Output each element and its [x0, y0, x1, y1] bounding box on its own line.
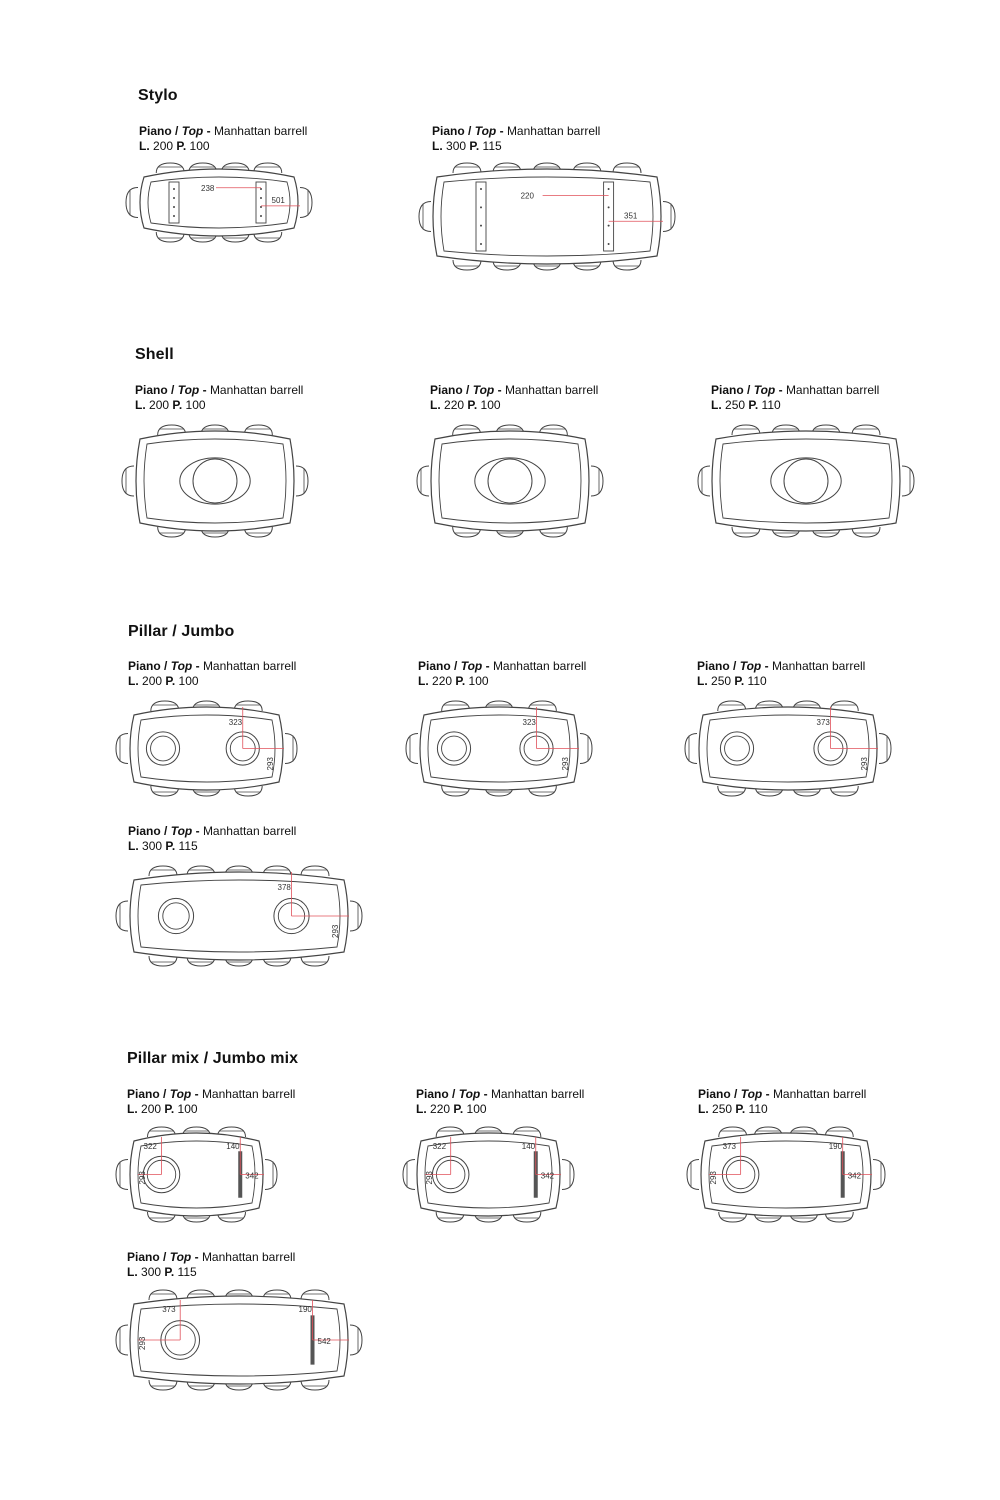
length-label: L. [416, 1102, 427, 1116]
chair-shape [591, 466, 603, 496]
finish-name: Manhattan barrell [202, 659, 297, 673]
chair-shape [116, 1325, 128, 1355]
table-spec-label [430, 383, 598, 413]
length-value: 250 [725, 398, 746, 412]
depth-value: 115 [177, 1265, 197, 1279]
table-layout-item [128, 659, 297, 771]
piano-label: Piano [711, 383, 744, 397]
dimension-label: 322 [143, 1142, 157, 1151]
separator: / [171, 383, 175, 397]
chair-shape [580, 734, 592, 764]
chair-shape [126, 188, 138, 218]
piano-label: Piano [127, 1250, 160, 1264]
table-plan-drawing [407, 154, 687, 279]
depth-label: P. [164, 1265, 175, 1279]
top-label: Top [474, 124, 497, 138]
dimension-label: 342 [245, 1171, 259, 1181]
chair-shape [301, 1380, 329, 1390]
chair-shape [685, 734, 697, 764]
top-label: Top [177, 383, 200, 397]
depth-value: 100 [178, 674, 199, 688]
table-top-outline [136, 431, 294, 531]
chair-shape [149, 1290, 177, 1300]
depth-label: P. [469, 139, 480, 153]
dimension-label: 342 [540, 1171, 555, 1181]
chair-shape [687, 1160, 699, 1190]
piano-label: Piano [127, 1087, 160, 1101]
table-plan-drawing [405, 416, 615, 546]
chair-shape [149, 1380, 177, 1390]
dash: - [206, 124, 211, 138]
chair-shape [301, 956, 329, 966]
length-label: L. [128, 839, 139, 853]
table-plan-drawing [104, 1118, 289, 1231]
depth-label: P. [165, 674, 176, 688]
separator: / [163, 1087, 167, 1101]
dimension-label: 323 [228, 718, 243, 727]
table-spec-label [128, 659, 296, 689]
dash: - [764, 659, 769, 673]
length-label: L. [139, 139, 150, 153]
dash: - [194, 1250, 199, 1264]
depth-value: 100 [466, 1102, 487, 1116]
table-plan-drawing [686, 416, 926, 546]
chair-shape [698, 466, 710, 496]
dash: - [485, 659, 490, 673]
table-spec-label [697, 659, 865, 689]
chair-shape [350, 901, 362, 931]
length-label: L. [698, 1102, 709, 1116]
chair-shape [873, 1160, 885, 1190]
length-label: L. [127, 1102, 138, 1116]
separator: / [164, 824, 168, 838]
chair-shape [296, 466, 308, 496]
table-plan-drawing [673, 692, 903, 805]
table-plan-drawing [114, 154, 324, 251]
table-layout-item [139, 124, 308, 205]
length-value: 300 [142, 839, 163, 853]
length-label: L. [430, 398, 441, 412]
depth-label: P. [735, 1102, 746, 1116]
piano-label: Piano [139, 124, 172, 138]
finish-name: Manhattan barrell [202, 824, 297, 838]
table-layout-item [698, 1087, 867, 1185]
chair-shape [149, 956, 177, 966]
piano-label: Piano [698, 1087, 731, 1101]
length-label: L. [135, 398, 146, 412]
dimension-label: 322 [432, 1142, 447, 1151]
length-label: L. [711, 398, 722, 412]
dash: - [195, 824, 200, 838]
length-value: 200 [142, 674, 163, 688]
dimension-label: 293 [425, 1171, 434, 1185]
chair-shape [419, 202, 431, 232]
chair-shape [403, 1160, 415, 1190]
finish-name: Manhattan barrell [490, 1087, 585, 1101]
table-layout-item [697, 659, 869, 771]
table-top-outline [712, 431, 900, 531]
table-plan-drawing [391, 1118, 586, 1231]
table-spec-label [127, 1250, 295, 1280]
length-label: L. [418, 674, 429, 688]
chair-shape [902, 466, 914, 496]
length-value: 220 [430, 1102, 451, 1116]
table-spec-label [139, 124, 307, 154]
top-label: Top [739, 659, 762, 673]
table-layout-item [432, 124, 638, 221]
piano-label: Piano [416, 1087, 449, 1101]
length-value: 250 [711, 674, 732, 688]
chair-shape [285, 734, 297, 764]
separator: / [164, 659, 168, 673]
length-value: 220 [444, 398, 465, 412]
finish-name: Manhattan barrell [785, 383, 880, 397]
length-value: 200 [149, 398, 170, 412]
dimension-label: 373 [816, 718, 830, 727]
top-label: Top [170, 659, 193, 673]
table-layout-item [430, 383, 598, 413]
piano-label: Piano [430, 383, 463, 397]
dash: - [778, 383, 783, 397]
finish-name: Manhattan barrell [201, 1087, 296, 1101]
dash: - [202, 383, 207, 397]
piano-label: Piano [432, 124, 465, 138]
top-label: Top [169, 1250, 192, 1264]
depth-label: P. [453, 1102, 464, 1116]
dash: - [497, 383, 502, 397]
dimension-label: 542 [317, 1337, 331, 1346]
depth-value: 100 [185, 398, 206, 412]
table-spec-label [418, 659, 586, 689]
finish-name: Manhattan barrell [209, 383, 304, 397]
dimension-label: 293 [561, 757, 570, 771]
dimension-label: 293 [138, 1336, 147, 1350]
depth-label: P. [164, 1102, 175, 1116]
finish-name: Manhattan barrell [213, 124, 308, 138]
table-layout-item [127, 1087, 296, 1185]
dimension-label: 323 [522, 718, 536, 727]
top-label: Top [460, 659, 483, 673]
piano-label: Piano [128, 659, 161, 673]
dimension-label: 501 [271, 195, 285, 205]
piano-label: Piano [135, 383, 168, 397]
chair-shape [562, 1160, 574, 1190]
depth-label: P. [748, 398, 759, 412]
chair-shape [350, 1325, 362, 1355]
chair-shape [453, 260, 481, 270]
finish-name: Manhattan barrell [201, 1250, 296, 1264]
depth-value: 100 [189, 139, 210, 153]
chair-shape [149, 866, 177, 876]
dash: - [499, 124, 504, 138]
dash: - [195, 659, 200, 673]
top-label: Top [753, 383, 776, 397]
table-top-outline [431, 431, 589, 531]
length-value: 200 [153, 139, 174, 153]
table-plan-drawing [104, 1281, 374, 1399]
table-spec-label [432, 124, 600, 154]
section-title: Pillar mix / Jumbo mix [127, 1050, 299, 1067]
table-plan-drawing [104, 857, 374, 975]
depth-value: 110 [748, 1102, 768, 1116]
piano-label: Piano [128, 824, 161, 838]
table-plan-drawing [394, 692, 604, 805]
depth-value: 100 [480, 398, 501, 412]
depth-value: 115 [178, 839, 198, 853]
dimension-label: 190 [828, 1142, 843, 1151]
section-title: Shell [135, 346, 174, 363]
table-spec-label [711, 383, 879, 413]
table-layout-item [127, 1250, 331, 1350]
piano-label: Piano [697, 659, 730, 673]
finish-name: Manhattan barrell [772, 1087, 867, 1101]
table-layout-item [418, 659, 587, 771]
dash: - [765, 1087, 770, 1101]
separator: / [452, 1087, 456, 1101]
top-label: Top [472, 383, 495, 397]
table-spec-label [128, 824, 296, 854]
dimension-label: 293 [138, 1171, 147, 1185]
separator: / [734, 1087, 738, 1101]
finish-name: Manhattan barrell [506, 124, 601, 138]
chair-shape [406, 734, 418, 764]
separator: / [733, 659, 737, 673]
table-spec-label [135, 383, 303, 413]
separator: / [468, 124, 472, 138]
dimension-label: 342 [847, 1171, 862, 1181]
chair-shape [613, 163, 641, 173]
dimension-label: 373 [722, 1142, 736, 1151]
table-layout-item [128, 824, 340, 938]
length-value: 300 [141, 1265, 162, 1279]
dimension-label: 351 [624, 211, 638, 221]
dimension-label: 140 [226, 1142, 240, 1151]
piano-label: Piano [418, 659, 451, 673]
chair-shape [417, 466, 429, 496]
dimension-label: 293 [331, 924, 340, 938]
depth-label: P. [455, 674, 466, 688]
table-layout-item [135, 383, 303, 413]
top-label: Top [458, 1087, 481, 1101]
dimension-label: 293 [266, 757, 275, 771]
depth-label: P. [467, 398, 478, 412]
length-label: L. [697, 674, 708, 688]
section-title: Stylo [138, 87, 178, 104]
finish-name: Manhattan barrell [771, 659, 866, 673]
chair-shape [453, 163, 481, 173]
dimension-label: 293 [860, 757, 869, 771]
chair-shape [116, 901, 128, 931]
separator: / [175, 124, 179, 138]
dimension-label: 220 [520, 191, 534, 201]
chair-shape [879, 734, 891, 764]
separator: / [466, 383, 470, 397]
dimension-label: 373 [162, 1305, 176, 1314]
table-plan-drawing [110, 416, 320, 546]
depth-label: P. [176, 139, 187, 153]
length-value: 220 [432, 674, 453, 688]
top-label: Top [169, 1087, 192, 1101]
chair-shape [265, 1160, 277, 1190]
section-title: Pillar / Jumbo [128, 623, 235, 640]
table-plan-drawing [675, 1118, 897, 1231]
table-spec-label [698, 1087, 866, 1117]
length-label: L. [127, 1265, 138, 1279]
separator: / [747, 383, 751, 397]
top-label: Top [170, 824, 193, 838]
depth-value: 110 [761, 398, 781, 412]
length-label: L. [432, 139, 443, 153]
table-layout-item [416, 1087, 585, 1185]
finish-name: Manhattan barrell [504, 383, 599, 397]
dimension-label: 238 [201, 183, 215, 193]
dimension-label: 140 [521, 1142, 536, 1151]
top-label: Top [181, 124, 204, 138]
dimension-label: 378 [277, 883, 291, 892]
table-layout-item [711, 383, 879, 413]
chair-shape [116, 1160, 128, 1190]
dash: - [194, 1087, 199, 1101]
top-label: Top [740, 1087, 763, 1101]
depth-label: P. [734, 674, 745, 688]
separator: / [454, 659, 458, 673]
length-label: L. [128, 674, 139, 688]
depth-value: 100 [468, 674, 489, 688]
depth-value: 115 [482, 139, 502, 153]
chair-shape [116, 734, 128, 764]
chair-shape [301, 1290, 329, 1300]
chair-shape [300, 188, 312, 218]
table-plan-drawing [104, 692, 309, 805]
chair-shape [301, 866, 329, 876]
chair-shape [613, 260, 641, 270]
table-spec-label [127, 1087, 295, 1117]
length-value: 300 [446, 139, 467, 153]
dash: - [483, 1087, 488, 1101]
chair-shape [663, 202, 675, 232]
depth-label: P. [165, 839, 176, 853]
length-value: 200 [141, 1102, 162, 1116]
table-spec-label [416, 1087, 584, 1117]
depth-value: 110 [747, 674, 767, 688]
dimension-label: 293 [709, 1171, 718, 1185]
separator: / [163, 1250, 167, 1264]
depth-label: P. [172, 398, 183, 412]
dimension-label: 190 [298, 1305, 312, 1314]
chair-shape [122, 466, 134, 496]
finish-name: Manhattan barrell [492, 659, 587, 673]
length-value: 250 [712, 1102, 733, 1116]
depth-value: 100 [177, 1102, 198, 1116]
